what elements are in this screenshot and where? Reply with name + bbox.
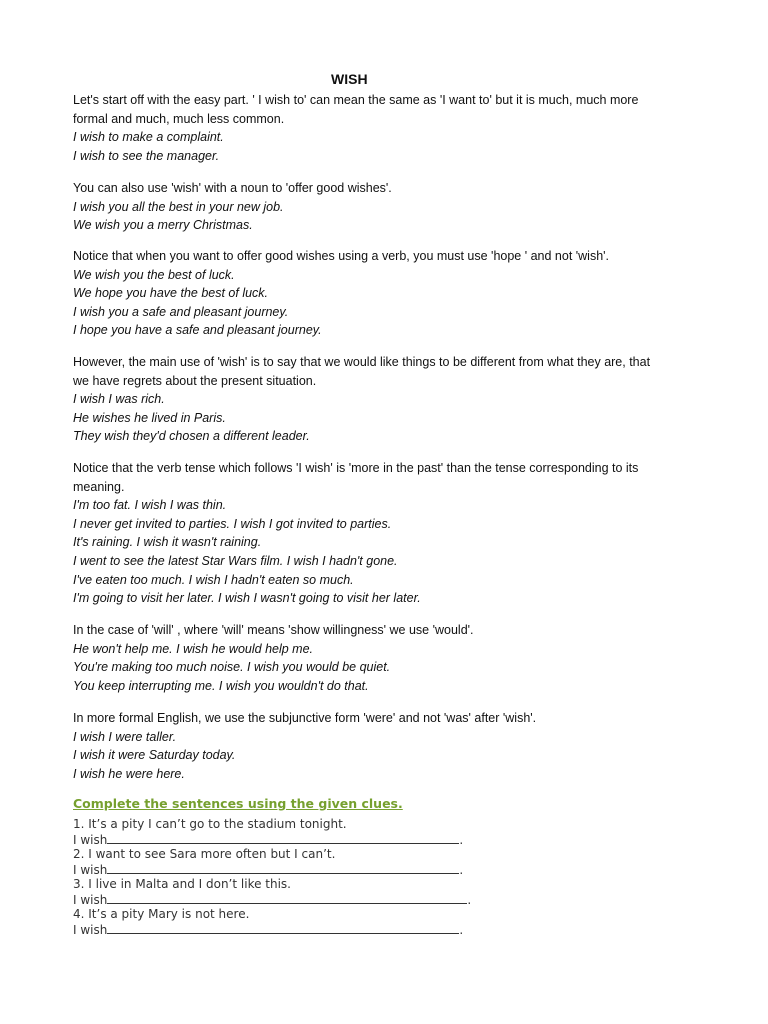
example-sentence: I went to see the latest Star Wars film. I wish I hadn't gone. <box>73 553 398 568</box>
exercise-clue: 1. It’s a pity I can’t go to the stadium tonight. <box>73 817 347 831</box>
exercise-answer-line <box>73 832 471 847</box>
section-hope-vs-wish <box>73 247 713 340</box>
example-sentence: You keep interrupting me. I wish you wouldn't do that. <box>73 678 369 693</box>
example-sentence: They wish they'd chosen a different leader. <box>73 429 310 444</box>
exercise-answer-line <box>73 922 471 937</box>
section-text: In the case of 'will' , where 'will' means 'show willingness' we use 'would'. <box>73 623 474 637</box>
example-sentence: I wish it were Saturday today. <box>73 748 236 763</box>
section-text: meaning. <box>73 479 125 494</box>
example-sentence: We wish you a merry Christmas. <box>73 218 253 233</box>
section-text: Notice that the verb tense which follows 'I wish' is 'more in the past' than the tense corresponding to its <box>73 461 639 475</box>
section-text: Notice that when you want to offer good wishes using a verb, you must use 'hope ' and not 'wish'. <box>73 249 610 263</box>
section-subjunctive <box>73 709 713 783</box>
exercise-clue: 2. I want to see Sara more often but I can’t. <box>73 847 336 861</box>
answer-end: . <box>459 833 464 847</box>
example-sentence: I've eaten too much. I wish I hadn't eaten so much. <box>73 572 354 587</box>
section-good-wishes <box>73 179 713 235</box>
example-sentence: I wish you all the best in your new job. <box>73 199 284 214</box>
example-sentence: We wish you the best of luck. <box>73 267 235 282</box>
page-title: WISH <box>331 71 368 87</box>
example-sentence: I wish to make a complaint. <box>73 130 224 145</box>
answer-blank[interactable] <box>107 832 459 844</box>
example-sentence: I wish I was rich. <box>73 392 165 407</box>
answer-prefix: I wish <box>73 863 108 877</box>
example-sentence: He won't help me. I wish he would help me. <box>73 641 314 656</box>
answer-prefix: I wish <box>73 893 108 907</box>
example-sentence: You're making too much noise. I wish you would be quiet. <box>73 660 391 675</box>
answer-blank[interactable] <box>107 892 467 904</box>
section-text: However, the main use of 'wish' is to say that we would like things to be different from what they are, that <box>73 355 651 369</box>
exercise-clue: 3. I live in Malta and I don’t like this. <box>73 877 291 891</box>
answer-blank[interactable] <box>107 862 459 874</box>
example-sentence: I wish I were taller. <box>73 729 177 744</box>
section-text: Let's start off with the easy part. ' I wish to' can mean the same as 'I want to' but it is much, much more <box>73 93 639 107</box>
example-sentence: I never get invited to parties. I wish I got invited to parties. <box>73 516 392 531</box>
example-sentence: We hope you have the best of luck. <box>73 286 269 301</box>
section-text: In more formal English, we use the subjunctive form 'were' and not 'was' after 'wish'. <box>73 711 537 725</box>
exercise-answer-line <box>73 862 471 877</box>
exercise-list <box>73 817 471 937</box>
answer-prefix: I wish <box>73 923 108 937</box>
example-sentence: I wish he were here. <box>73 766 185 781</box>
answer-end: . <box>459 863 464 877</box>
section-text: You can also use 'wish' with a noun to 'offer good wishes'. <box>73 181 392 195</box>
example-sentence: He wishes he lived in Paris. <box>73 410 226 425</box>
exercise-answer-line <box>73 892 471 907</box>
example-sentence: I wish you a safe and pleasant journey. <box>73 304 289 319</box>
answer-prefix: I wish <box>73 833 108 847</box>
section-text: we have regrets about the present situation. <box>73 373 317 388</box>
example-sentence: I'm too fat. I wish I was thin. <box>73 498 227 513</box>
section-regrets <box>73 353 713 446</box>
example-sentence: It's raining. I wish it wasn't raining. <box>73 535 262 550</box>
answer-end: . <box>459 923 464 937</box>
answer-end: . <box>467 893 472 907</box>
answer-blank[interactable] <box>107 922 459 934</box>
exercise-clue: 4. It’s a pity Mary is not here. <box>73 907 250 921</box>
example-sentence: I wish to see the manager. <box>73 148 220 163</box>
example-sentence: I hope you have a safe and pleasant journey. <box>73 323 322 338</box>
exercise-heading: Complete the sentences using the given clues. <box>73 796 403 811</box>
section-text: formal and much, much less common. <box>73 111 285 126</box>
example-sentence: I'm going to visit her later. I wish I wasn't going to visit her later. <box>73 591 421 606</box>
section-verb-tense <box>73 459 713 608</box>
section-will-would <box>73 621 713 695</box>
section-easy-part <box>73 91 713 165</box>
